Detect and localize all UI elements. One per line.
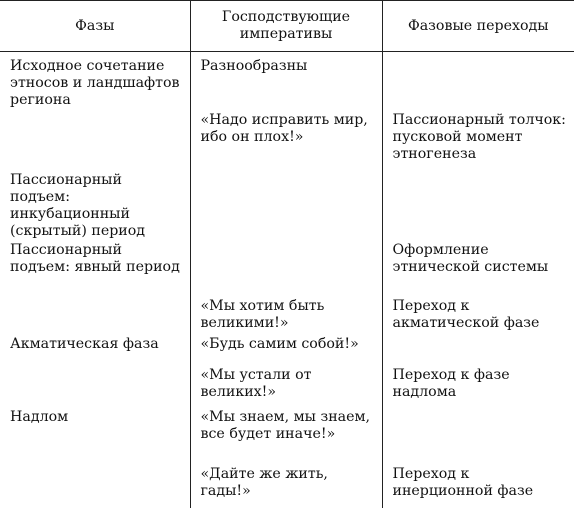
imperative-cell: Разнообразны <box>190 52 382 113</box>
phase-cell: Пассионарный подъем: явный период <box>10 242 180 275</box>
transition-cell: Переход к инерционной фазе <box>382 466 574 508</box>
table-row <box>0 242 574 298</box>
transition-cell <box>382 409 574 466</box>
phase-cell: Исходное сочетание этносов и ландшафтов региона <box>10 58 180 108</box>
phase-cell <box>0 466 190 508</box>
header-phases: Фазы <box>0 1 190 52</box>
transition-cell: Пассионарный толчок: пусковой момент этногенеза <box>382 112 574 172</box>
transition-cell: Переход к фазе надлома <box>382 367 574 409</box>
table-row <box>0 298 574 336</box>
imperative-cell: «Мы хотим быть великими!» <box>190 298 382 336</box>
transition-cell <box>382 52 574 113</box>
table-row <box>0 466 574 508</box>
imperative-cell: «Надо исправить мир, ибо он плох!» <box>190 112 382 172</box>
imperative-cell: «Будь самим собой!» <box>190 336 382 367</box>
imperative-cell: «Мы знаем, мы знаем, все будет иначе!» <box>190 409 382 466</box>
phase-cell <box>0 367 190 409</box>
transition-cell: Переход к акматической фазе <box>382 298 574 336</box>
transition-cell <box>382 172 574 242</box>
imperative-cell <box>190 242 382 298</box>
imperative-cell <box>190 172 382 242</box>
table-row <box>0 172 574 242</box>
header-transitions: Фазовые переходы <box>382 1 574 52</box>
transition-cell <box>382 336 574 367</box>
table-header-row <box>0 1 574 52</box>
table-row <box>0 409 574 466</box>
table-row <box>0 112 574 172</box>
transition-cell: Оформление этнической системы <box>382 242 574 298</box>
imperative-cell: «Мы устали от великих!» <box>190 367 382 409</box>
phase-cell: Акматическая фаза <box>10 336 159 352</box>
imperative-cell: «Дайте же жить, гады!» <box>190 466 382 508</box>
table-row <box>0 52 574 113</box>
table-row <box>0 367 574 409</box>
phase-cell: Надлом <box>10 409 69 425</box>
header-imperatives: Господствующие императивы <box>190 1 382 52</box>
table-row <box>0 336 574 367</box>
phase-cell <box>0 112 190 172</box>
phase-cell <box>0 298 190 336</box>
phase-cell: Пассионарный подъем: инкубационный (скрытый) период <box>10 172 146 239</box>
